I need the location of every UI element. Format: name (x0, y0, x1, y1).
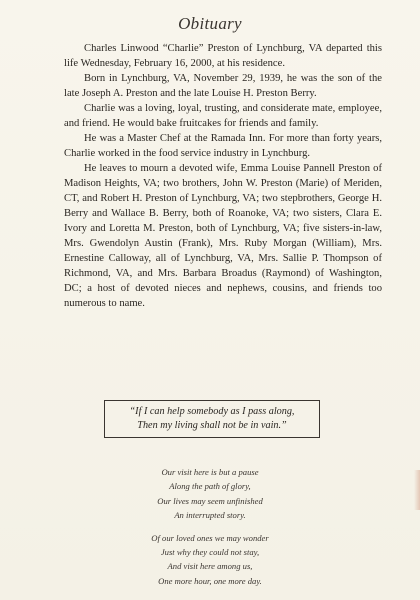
poem-line: And visit here among us, (167, 561, 253, 572)
paragraph-character: Charlie was a loving, loyal, trusting, and considerate mate, employee, and friend. He would bake fruitcakes for friends and family. (64, 103, 382, 129)
poem-line: Of our loved ones we may wonder (151, 532, 269, 543)
paragraph-intro: Charles Linwood “Charlie” Preston of Lynchburg, VA departed this life Wednesday, February 16, 2000, at his residence. (64, 43, 382, 69)
memorial-poem (0, 465, 420, 596)
paragraph-birth: Born in Lynchburg, VA, November 29, 1939, he was the son of the late Joseph A. Preston and the late Louise H. Preston Berry. (64, 73, 382, 99)
poem-line: Along the path of glory, (169, 481, 251, 492)
poem-stanza-2 (0, 531, 420, 589)
page-title: Obituary (178, 14, 242, 33)
quote-box (104, 400, 320, 438)
poem-line: An interrupted story. (174, 510, 246, 521)
paragraph-survivors: He leaves to mourn a devoted wife, Emma Louise Pannell Preston of Madison Heights, VA; two brothers, John W. Preston (Marie) of Meriden, CT, and Robert H. Preston of Lynchburg, VA; two stepbrothers, George H. Berry and Wallace B. Berry, both of Roanoke, VA; two sisters, Clara E. Ivory and Loretta M. Preston, both of Lynchburg, VA; five sisters-in-law, Mrs. Gwendolyn Austin (Frank), Mrs. Ruby Morgan (William), Mrs. Ernestine Calloway, all of Lynchburg, VA, Mrs. Sallie P. Thompson of Richmond, VA, and Mrs. Barbara Broadus (Raymond) of Washington, DC; a host of devoted nieces and nephews, cousins, and friends too numerous to name. (64, 163, 382, 309)
poem-line: Just why they could not stay, (160, 547, 260, 558)
poem-line: Our lives may seem unfinished (157, 495, 263, 506)
obituary-body (64, 41, 382, 311)
quote-line-2: Then my living shall not be in vain.” (137, 420, 287, 431)
poem-stanza-1 (0, 465, 420, 523)
poem-line: One more hour, one more day. (158, 575, 262, 586)
quote-line-1: “If I can help somebody as I pass along, (129, 406, 295, 417)
paragraph-career: He was a Master Chef at the Ramada Inn. For more than forty years, Charlie worked in the food service industry in Lynchburg. (64, 133, 382, 159)
poem-line: Our visit here is but a pause (161, 467, 259, 477)
